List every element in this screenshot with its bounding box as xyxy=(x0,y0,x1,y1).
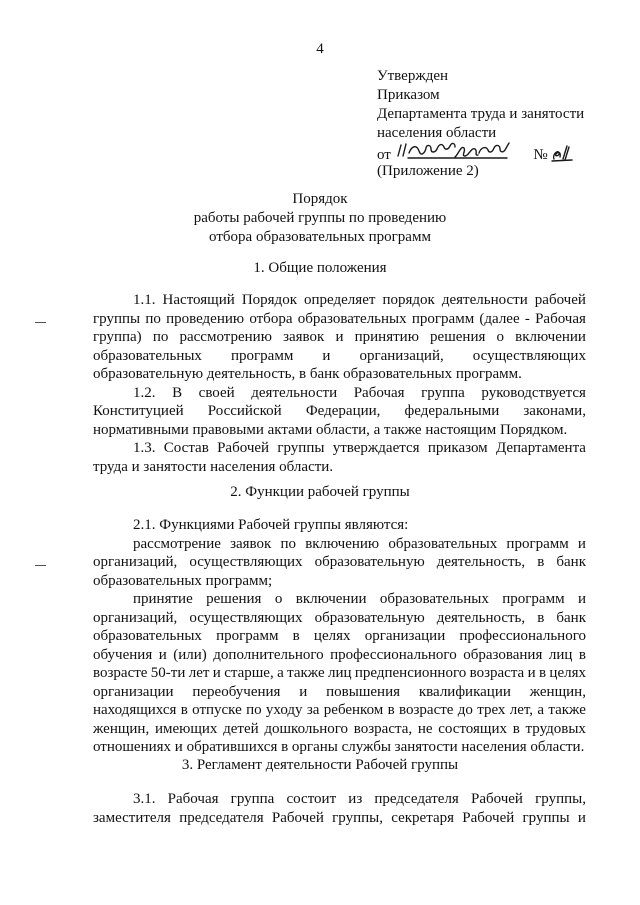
word: возрасте xyxy=(93,665,148,681)
section-1-body xyxy=(93,291,586,476)
word: Рабочей xyxy=(271,809,324,826)
word: Рабочая xyxy=(167,791,219,807)
approval-line: населения области xyxy=(377,125,497,141)
word: осуществляющих xyxy=(189,609,303,626)
word: Федерации, xyxy=(305,403,381,419)
word: отпуске xyxy=(192,702,242,718)
paragraph-line xyxy=(93,664,586,683)
word: женщин, xyxy=(529,683,586,700)
word: и xyxy=(158,646,167,663)
paragraph-line xyxy=(93,701,586,720)
word: группа xyxy=(230,791,275,807)
handwritten-date-signature xyxy=(395,143,530,162)
word: Рабочей xyxy=(470,791,523,807)
word: организаций, xyxy=(93,554,178,570)
word: дошкольного xyxy=(264,720,349,737)
word: отбора xyxy=(249,310,293,327)
paragraph-line xyxy=(93,720,586,739)
word: образовательных xyxy=(388,535,498,552)
word: повышения xyxy=(326,683,401,700)
word: деятельность, xyxy=(436,609,526,626)
word: трудовых xyxy=(525,720,586,737)
approval-stamp xyxy=(377,67,584,181)
word: образования xyxy=(463,646,543,663)
number-sign: № xyxy=(533,147,548,163)
word: заявок xyxy=(230,535,272,552)
word: в xyxy=(578,646,586,663)
word: Рабочая xyxy=(353,384,405,401)
section-heading: 2. Функции рабочей группы xyxy=(230,484,410,500)
word: о xyxy=(274,591,283,607)
section-2-body xyxy=(93,516,586,757)
word: руководствуется xyxy=(481,384,586,401)
paragraph-line: труда и занятости населения области. xyxy=(93,458,334,475)
word: Настоящий xyxy=(162,292,235,308)
paragraph-line: нормативными правовыми актами области, а также настоящим Порядком. xyxy=(93,421,568,438)
word: и xyxy=(577,535,586,552)
word: организаций, xyxy=(359,347,444,364)
word: принятие xyxy=(133,591,193,607)
word: возраста, xyxy=(353,720,413,737)
word: а xyxy=(537,702,545,718)
word: программ xyxy=(216,628,279,644)
word: также xyxy=(287,665,325,681)
word: о xyxy=(496,329,505,345)
paragraph-line xyxy=(93,535,586,554)
word: по xyxy=(246,702,262,718)
word: (далее xyxy=(479,310,520,327)
paragraph-line xyxy=(93,646,586,665)
word: лиц xyxy=(548,646,573,663)
paragraph-line xyxy=(93,402,586,421)
word: Российской xyxy=(207,403,282,419)
word: программ xyxy=(502,591,565,607)
word: банк xyxy=(556,609,586,626)
word: образовательных xyxy=(379,591,489,607)
word: возраста xyxy=(469,665,525,681)
word: решения xyxy=(206,591,262,607)
paragraph-line: отношениях и обратившихся в органы службы занятости населения области. xyxy=(93,739,585,755)
paragraph-line xyxy=(93,328,586,347)
margin-mark xyxy=(35,322,46,323)
word: до xyxy=(457,702,473,718)
word: рассмотрению xyxy=(179,329,272,345)
word: деятельности xyxy=(441,292,528,308)
word: группы xyxy=(277,440,325,456)
section-heading: 1. Общие положения xyxy=(253,260,387,276)
word: в xyxy=(387,702,395,718)
word: образовательных xyxy=(297,310,407,327)
word: Департамента xyxy=(495,440,586,456)
word: уходу xyxy=(265,702,303,718)
paragraph-line: образовательную деятельность, в банк образовательных программ. xyxy=(93,366,522,382)
word: 1.2. xyxy=(133,384,156,401)
word: Состав xyxy=(163,440,209,456)
word: организации xyxy=(93,683,174,700)
word: детей xyxy=(223,720,259,737)
word: рассмотрение xyxy=(133,535,221,552)
word: определяет xyxy=(304,292,376,308)
doc-title-line: работы рабочей группы по проведению xyxy=(193,210,447,226)
word: группы, xyxy=(535,791,586,807)
word: (или) xyxy=(173,646,207,663)
approval-line: Приказом xyxy=(377,87,440,103)
word: и xyxy=(577,809,586,826)
word: и xyxy=(322,347,331,364)
word: целях xyxy=(549,665,586,681)
word: решения xyxy=(430,329,486,345)
word: в xyxy=(537,609,545,626)
word: 1.3. xyxy=(133,440,156,456)
paragraph-line xyxy=(93,439,586,458)
word: осуществляющих xyxy=(189,554,303,570)
word: трех xyxy=(477,702,506,718)
word: состоит xyxy=(286,791,337,807)
paragraph-line xyxy=(93,683,586,702)
word: банк xyxy=(556,554,586,570)
word: профессионального xyxy=(459,628,586,644)
paragraph xyxy=(93,291,586,384)
word: заместителя xyxy=(93,809,171,826)
word: также xyxy=(548,702,586,718)
word: группы, xyxy=(332,809,383,826)
word: женщин, xyxy=(93,720,150,737)
word: переобучения xyxy=(192,683,281,700)
word: квалификации xyxy=(418,683,511,700)
word: программ xyxy=(506,535,569,552)
word: председателя xyxy=(179,809,264,826)
approval-from-prefix: от xyxy=(377,147,391,163)
word: образовательную xyxy=(314,554,425,570)
word: приказом xyxy=(427,440,488,456)
word: возрасте xyxy=(399,702,454,718)
word: в xyxy=(537,554,545,570)
paragraph-line xyxy=(93,291,586,310)
word: в xyxy=(180,702,188,718)
word: организаций, xyxy=(93,609,178,626)
paragraph-line xyxy=(93,627,586,646)
word: старше, xyxy=(224,665,274,681)
paragraph-line xyxy=(93,609,586,628)
word: в xyxy=(538,665,547,681)
word: ребенком xyxy=(323,702,384,718)
paragraph-line xyxy=(93,384,586,403)
word: Рабочей xyxy=(217,440,270,456)
doc-title-line: отбора образовательных программ xyxy=(209,229,431,245)
word: по xyxy=(145,310,161,327)
word: Рабочей xyxy=(462,809,515,826)
word: предпенсионного xyxy=(354,665,467,681)
approval-date-line xyxy=(377,143,584,162)
word: федеральными xyxy=(404,403,500,419)
word: и xyxy=(299,683,308,700)
word: и xyxy=(527,665,536,681)
word: - xyxy=(524,310,530,327)
word: образовательных xyxy=(93,347,202,364)
word: В xyxy=(172,384,183,401)
word: из xyxy=(348,791,363,807)
word: обучения xyxy=(93,646,153,663)
word: программ xyxy=(411,310,475,327)
word: за xyxy=(306,702,320,718)
word: по xyxy=(280,535,297,552)
word: образовательную xyxy=(314,609,425,626)
word: целях xyxy=(313,628,351,644)
word: Конституцией xyxy=(93,403,184,419)
section-3-body xyxy=(93,790,586,827)
word: группы xyxy=(93,310,141,327)
handwritten-number xyxy=(551,143,573,163)
approval-line: Департамента труда и занятости xyxy=(377,106,585,122)
approval-appendix: (Приложение 2) xyxy=(377,163,479,179)
word: 1.1. xyxy=(133,292,156,308)
word: организации xyxy=(364,628,446,644)
word: председателя xyxy=(374,791,459,807)
paragraph xyxy=(93,790,586,827)
word: деятельности xyxy=(251,384,338,401)
paragraph xyxy=(93,384,586,440)
word: в xyxy=(512,720,520,737)
word: рабочей xyxy=(534,292,586,308)
paragraph xyxy=(93,590,586,757)
paragraph-line xyxy=(93,553,586,572)
word: не xyxy=(417,720,433,737)
paragraph xyxy=(93,439,586,476)
word: Рабочая xyxy=(535,310,586,327)
word: порядок xyxy=(382,292,435,308)
approval-line: Утвержден xyxy=(377,68,449,84)
word: группа) xyxy=(93,329,142,345)
word: принятию xyxy=(354,329,419,345)
paragraph xyxy=(93,535,586,591)
word: в xyxy=(292,628,300,644)
word: лет xyxy=(188,665,210,681)
page-number: 4 xyxy=(316,41,324,57)
word: Порядок xyxy=(241,292,297,308)
paragraph-line xyxy=(93,347,586,366)
word: и xyxy=(212,665,221,681)
word: своей xyxy=(198,384,235,401)
margin-mark xyxy=(35,565,46,566)
doc-title-line: Порядок xyxy=(292,191,348,207)
word: а xyxy=(277,665,284,681)
word: включении xyxy=(515,329,586,345)
word: секретаря xyxy=(391,809,455,826)
word: образовательных xyxy=(93,628,202,644)
word: состоящих xyxy=(438,720,507,737)
word: группы xyxy=(522,809,570,826)
word: утверждается xyxy=(332,440,420,456)
word: по xyxy=(152,329,169,345)
word: профессионального xyxy=(330,646,457,663)
word: дополнительного xyxy=(213,646,324,663)
paragraph-line xyxy=(93,790,586,809)
paragraph-line xyxy=(93,310,586,329)
word: включении xyxy=(295,591,367,607)
word: группа xyxy=(421,384,465,401)
word: включению xyxy=(305,535,380,552)
word: законами, xyxy=(523,403,586,419)
word: и xyxy=(577,591,586,607)
word: и xyxy=(335,329,344,345)
paragraph-line xyxy=(93,809,586,828)
word: деятельность, xyxy=(436,554,526,570)
word: программ xyxy=(230,347,294,364)
paragraph-line: 2.1. Функциями Рабочей группы являются: xyxy=(133,517,409,533)
word: 50-ти xyxy=(150,665,186,681)
word: лиц xyxy=(327,665,352,681)
paragraph-line: образовательных программ; xyxy=(93,572,273,589)
section-heading: 3. Регламент деятельности Рабочей группы xyxy=(181,757,459,773)
word: имеющих xyxy=(154,720,218,737)
word: проведению xyxy=(166,310,245,327)
word: находящихся xyxy=(93,702,177,718)
word: осуществляющих xyxy=(472,347,586,364)
paragraph-line xyxy=(93,590,586,609)
word: 3.1. xyxy=(133,791,156,807)
word: лет, xyxy=(509,702,534,718)
word: заявок xyxy=(283,329,325,345)
